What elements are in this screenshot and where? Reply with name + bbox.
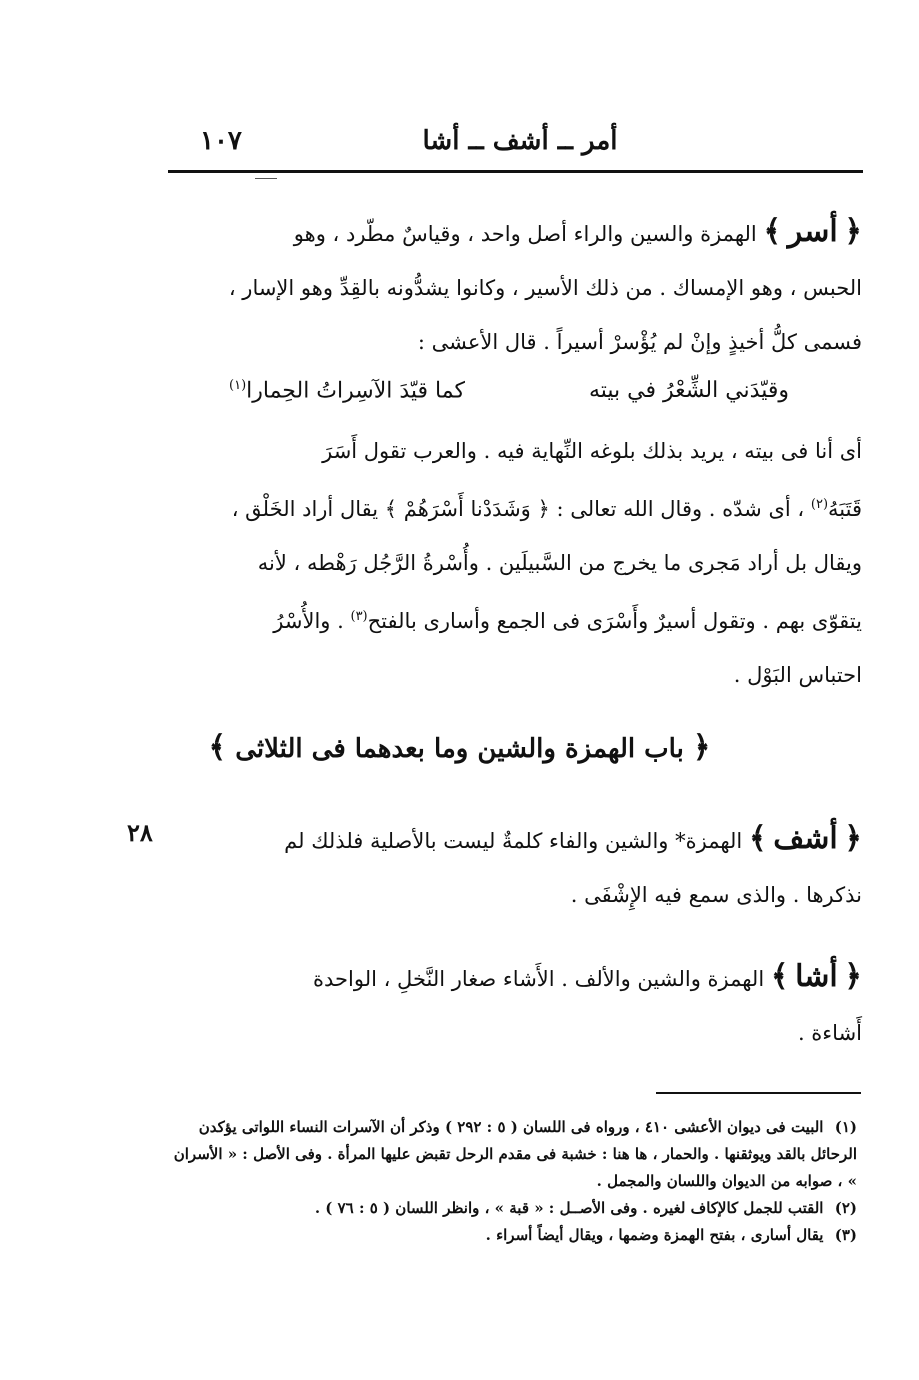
- footnote-1-number: (١): [834, 1118, 857, 1136]
- entry-ashf: [172, 812, 862, 922]
- footnote-3-text: يقال أسارى ، بفتح الهمزة وضمها ، ويقال أيضاً أسراء .: [485, 1226, 824, 1244]
- entry-asr-cont-text-4a: يتقوّى بهم . وتقول أسيرٌ وأَسْرَى فى الجمع وأسارى بالفتح: [367, 609, 862, 633]
- footnote-ref-1: (١): [229, 378, 247, 393]
- margin-number: ٢٨: [127, 818, 153, 847]
- entry-asr-line-3: فسمى كلُّ أخيذٍ وإنْ لم يُؤْسرْ أسيراً . قال الأعشى :: [417, 330, 862, 354]
- poetry-verse: [229, 370, 789, 420]
- entry-asr-cont-line-4: [172, 590, 862, 648]
- footnote-1-text: البيت فى ديوان الأعشى ٤١٠ ، ورواه فى اللسان ( ٥ : ٢٩٢ ) وذكر أن الآسرات النساء اللواتى يؤكدن الرحائل بالقد ويوثقنها . والحمار ، ها هنا : خشبة فى مقدم الرحل تقبض عليها المرأة . وفى الأصل : « الأسران » ، صوابه من الديوان واللسان والمجمل .: [173, 1118, 857, 1190]
- footnotes: [167, 1114, 857, 1249]
- entry-asha-line-1: ﴿ أشا ﴾ الهمزة والشين والألف . الأَشاء صغار النَّخلِ ، الواحدة: [313, 959, 862, 994]
- entry-asha-head: أشا: [795, 959, 838, 994]
- chapter-heading: ﴿ باب الهمزة والشين وما بعدهما فى الثلاثى ﴾: [208, 730, 711, 765]
- chapter-title: باب الهمزة والشين وما بعدهما فى الثلاثى: [235, 734, 684, 764]
- footnote-2-number: (٢): [834, 1199, 857, 1217]
- entry-asr-continued: [172, 424, 862, 702]
- footnote-3-number: (٣): [834, 1226, 857, 1244]
- entry-asr-cont-line-2: [172, 478, 862, 536]
- entry-asr-cont-line-3: ويقال بل أراد مَجرى ما يخرج من السَّبيلَين . وأُسْرةُ الرَّجُل رَهْطه ، لأنه: [257, 551, 862, 575]
- footnote-2: [167, 1195, 857, 1222]
- footnote-rule: [656, 1092, 861, 1094]
- entry-asr-cont-text-4b: . والأُسْرُ: [273, 609, 344, 633]
- entry-asr-line-2: الحبس ، وهو الإمساك . من ذلك الأسير ، وكانوا يشدُّونه بالقِدِّ وهو الإسار ،: [228, 276, 862, 300]
- footnote-2-text: القتب للجمل كالإكاف لغيره . وفى الأصــل : « قبة » ، وانظر اللسان ( ٥ : ٧٦ ) .: [314, 1199, 824, 1217]
- entry-asr-cont-word: قَتَبَهُ: [828, 497, 862, 521]
- verse-first-hemistich: وقيّدَني الشِّعْرُ في بيته: [588, 378, 789, 403]
- entry-ashf-line-1: ﴿ أشف ﴾ الهمزة* والشين والفاء كلمةٌ ليست بالأصلية فلذلك لم: [284, 821, 862, 856]
- entry-ashf-line-2: نذكرها . والذى سمع فيه الإِشْفَى .: [570, 883, 862, 907]
- entry-asr-line-1: ﴿ أسر ﴾ الهمزة والسين والراء أصل واحد ، وقياسٌ مطّرد ، وهو: [293, 214, 862, 249]
- entry-asr: [172, 205, 862, 369]
- entry-asr-cont-text-2: ، أى شدّه . وقال الله تعالى : ﴿ وَشَدَدْنا أَسْرَهُمْ ﴾ يقال أراد الخَلْق ،: [231, 497, 805, 521]
- header-title: أمر ــ أشف ــ أشا: [422, 126, 618, 156]
- verse-second-hemistich: [229, 378, 465, 403]
- entry-asr-cont-line-5: احتباس البَوْل .: [733, 663, 862, 687]
- running-header: [175, 124, 865, 168]
- footnote-ref-3: (٣): [350, 609, 368, 624]
- entry-asr-head: أسر: [787, 214, 838, 249]
- footnote-ref-2: (٢): [810, 497, 829, 512]
- entry-asr-cont-line-1: أى أنا فى بيته ، يريد بذلك بلوغه النِّهاية فيه . والعرب تقول أَسَرَ: [322, 439, 862, 463]
- footnote-3: [167, 1222, 857, 1249]
- page-number: ١٠٧: [200, 126, 242, 156]
- entry-ashf-head: أشف: [773, 821, 838, 856]
- entry-asr-text-1: الهمزة والسين والراء أصل واحد ، وقياسٌ مطّرد ، وهو: [293, 222, 757, 246]
- entry-asha-text-1: الهمزة والشين والألف . الأَشاء صغار النَّخلِ ، الواحدة: [313, 967, 765, 991]
- entry-ashf-text-1: الهمزة* والشين والفاء كلمةٌ ليست بالأصلية فلذلك لم: [284, 829, 743, 853]
- header-rule-mark: [255, 178, 277, 179]
- header-rule: [168, 170, 863, 173]
- verse-second-hemistich-text: كما قيّدَ الآسِراتُ الحِمارا: [246, 378, 465, 404]
- entry-asha: [172, 950, 862, 1060]
- entry-asha-line-2: أَشاءة .: [797, 1021, 862, 1045]
- footnote-1: [167, 1114, 857, 1195]
